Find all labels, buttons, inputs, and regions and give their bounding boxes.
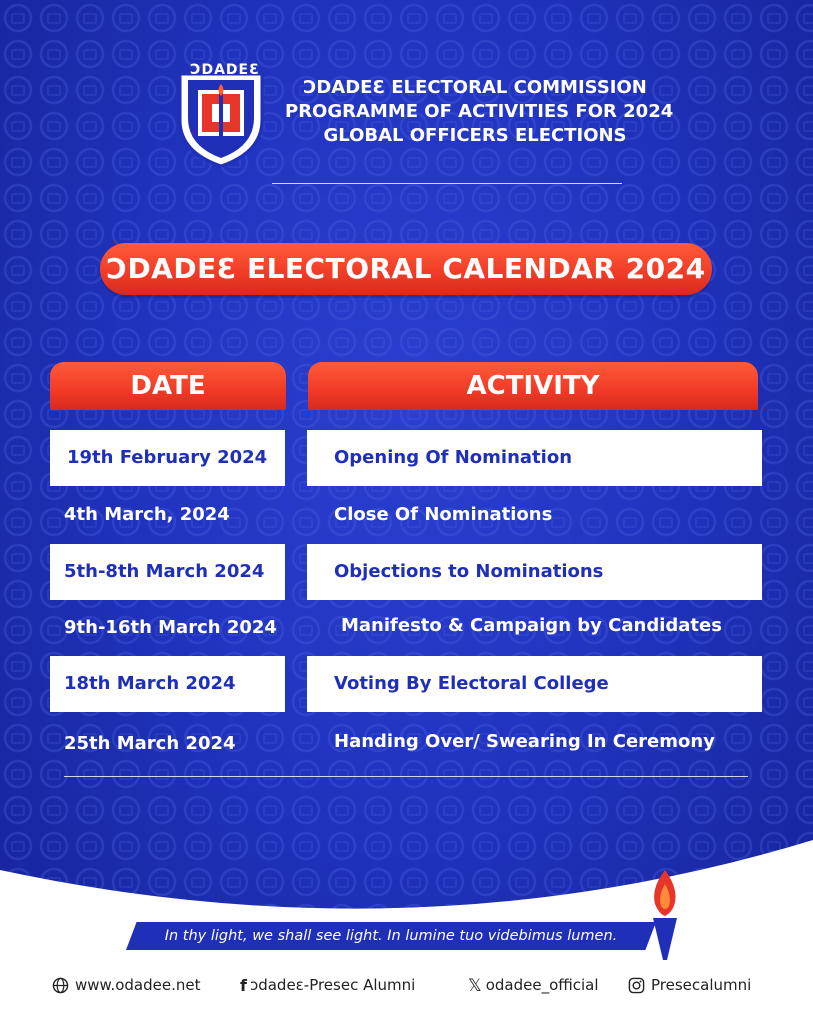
x-link[interactable]: 𝕏 odadee_official bbox=[468, 970, 599, 1000]
date-cell: 18th March 2024 bbox=[50, 656, 285, 712]
activity-cell: Handing Over/ Swearing In Ceremony bbox=[334, 731, 715, 752]
date-cell: 9th-16th March 2024 bbox=[64, 617, 277, 638]
instagram-icon bbox=[628, 977, 645, 994]
activity-cell: Objections to Nominations bbox=[307, 544, 762, 600]
facebook-link[interactable]: f ɔdadeɛ-Presec Alumni bbox=[240, 970, 415, 1000]
header-divider bbox=[272, 183, 622, 184]
table-divider bbox=[64, 776, 748, 777]
calendar-banner bbox=[100, 243, 712, 295]
date-cell: 4th March, 2024 bbox=[64, 504, 230, 525]
date-cell: 25th March 2024 bbox=[64, 733, 236, 754]
title-line-2: PROGRAMME OF ACTIVITIES FOR 2024 bbox=[285, 101, 674, 122]
title-line-1: ƆDADEƐ ELECTORAL COMMISSION bbox=[303, 77, 647, 98]
header bbox=[0, 0, 813, 200]
globe-icon bbox=[52, 977, 69, 994]
banner-title: ƆDADEƐ ELECTORAL CALENDAR 2024 bbox=[106, 252, 706, 285]
date-column-header: DATE bbox=[50, 362, 286, 410]
x-icon: 𝕏 bbox=[468, 975, 482, 996]
title-line-3: GLOBAL OFFICERS ELECTIONS bbox=[323, 125, 627, 146]
activity-cell: Voting By Electoral College bbox=[307, 656, 762, 712]
activity-cell: Close Of Nominations bbox=[334, 504, 553, 525]
page-title bbox=[285, 76, 674, 148]
crest-label: ƆDADEƐ bbox=[190, 62, 260, 78]
activity-column-header: ACTIVITY bbox=[308, 362, 758, 410]
facebook-icon: f bbox=[240, 975, 247, 995]
motto-text: In thy light, we shall see light. In lumine tuo videbimus lumen. bbox=[164, 928, 618, 944]
date-cell: 19th February 2024 bbox=[50, 430, 285, 486]
activity-cell: Manifesto & Campaign by Candidates bbox=[341, 615, 722, 636]
activity-cell: Opening Of Nomination bbox=[307, 430, 762, 486]
date-cell: 5th-8th March 2024 bbox=[50, 544, 285, 600]
website-link[interactable]: www.odadee.net bbox=[52, 970, 200, 1000]
footer bbox=[0, 970, 813, 1000]
instagram-link[interactable]: Presecalumni bbox=[628, 970, 751, 1000]
